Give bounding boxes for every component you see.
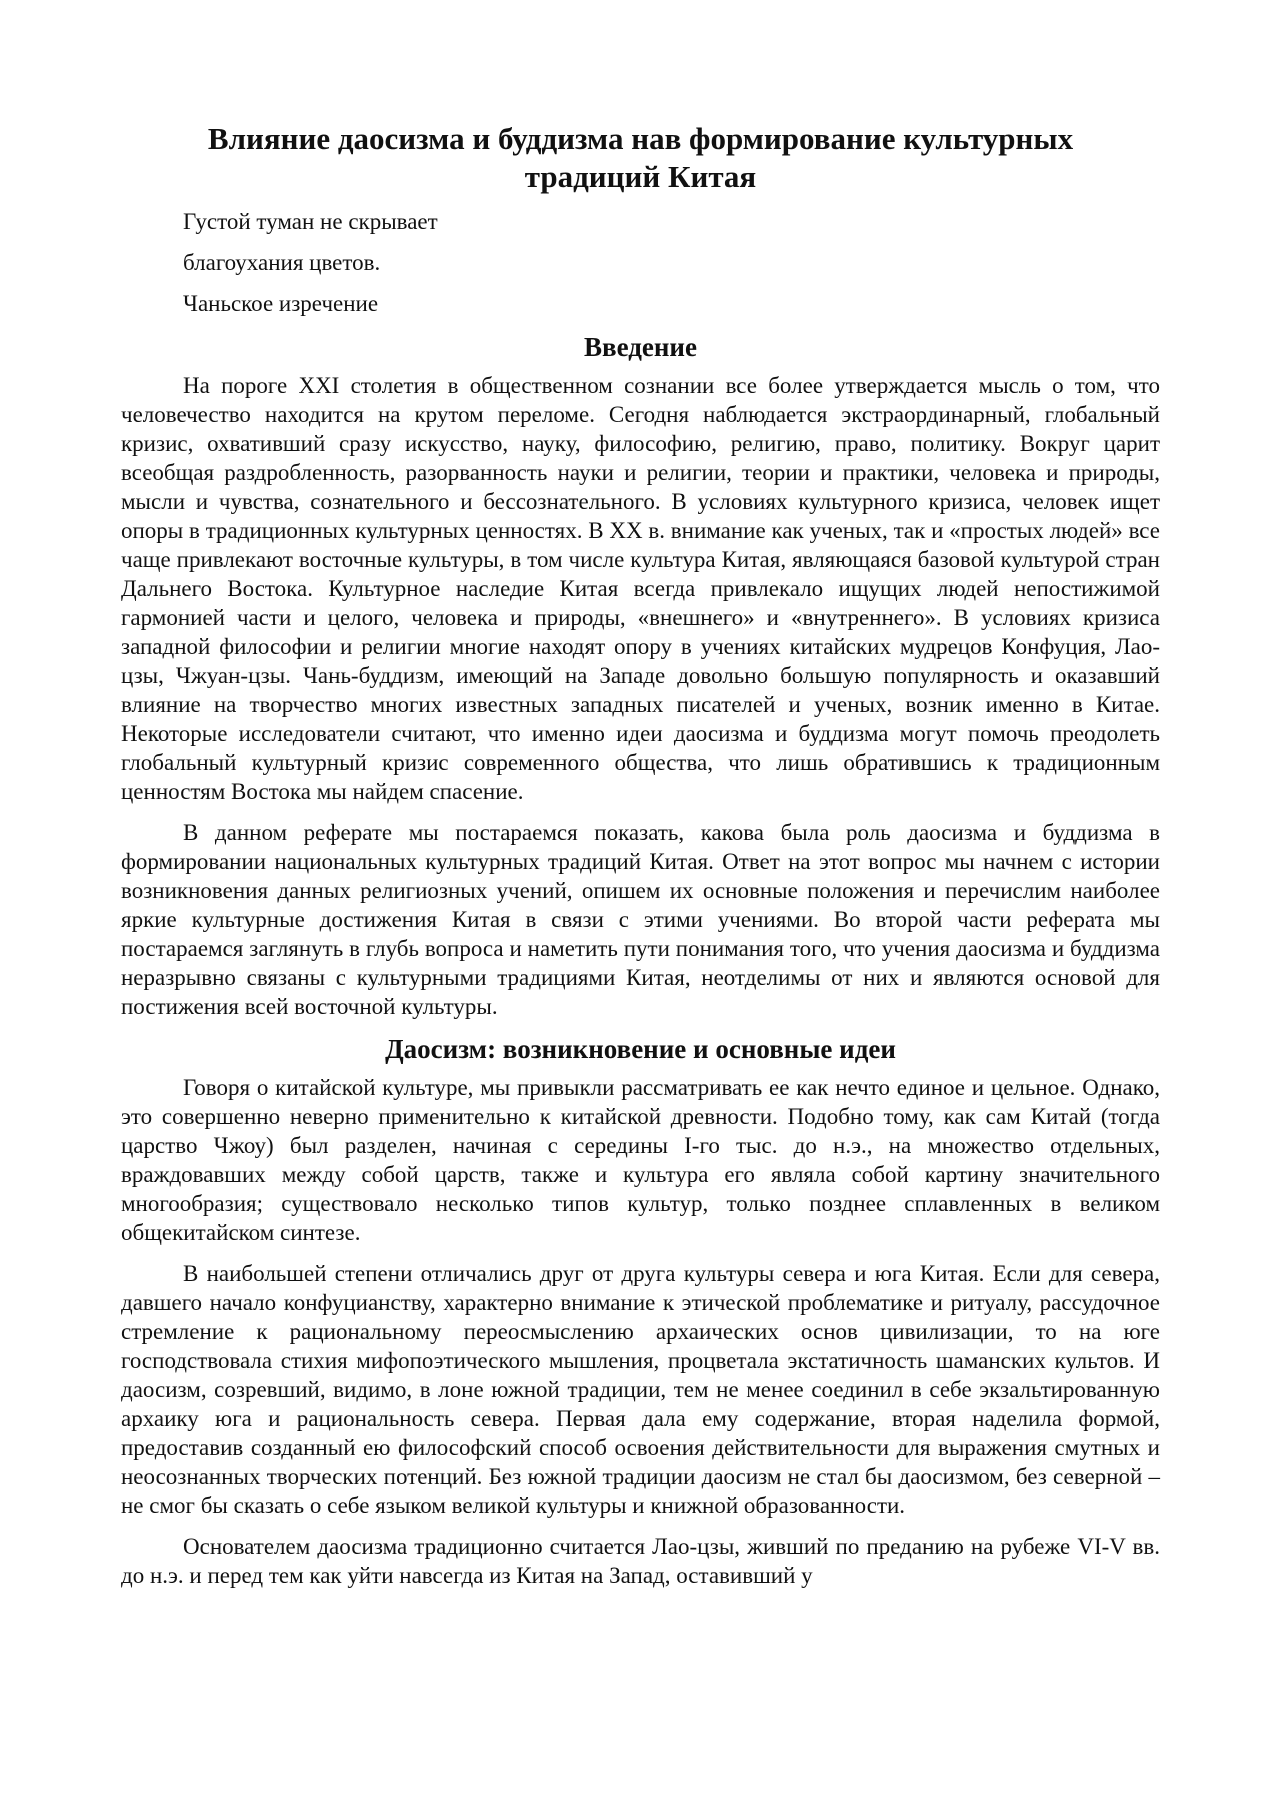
body-paragraph: Основателем даосизма традиционно считается Лао-цзы, живший по преданию на рубеже VI-V вв. до н.э. и перед тем как уйти навсегда из Китая на Запад, оставивший у	[121, 1534, 1160, 1588]
document-title: Влияние даосизма и буддизма нав формирование культурных традиций Китая	[207, 121, 1074, 194]
document-page	[121, 120, 1160, 1602]
epigraph	[121, 208, 1160, 318]
body-paragraph: На пороге XXI столетия в общественном сознании все более утверждается мысль о том, что человечество находится на крутом переломе. Сегодня наблюдается экстраординарный, глобальный кризис, охвативший сразу искусство, науку, философию, религию, право, политику. Вокруг царит всеобщая раздробленность, разорванность науки и религии, теории и практики, человека и природы, мысли и чувства, сознательного и бессознательного. В условиях культурного кризиса, человек ищет опоры в традиционных культурных ценностях. В XX в. внимание как ученых, так и «простых людей» все чаще привлекают восточные культуры, в том числе культура Китая, являющаяся базовой культурой стран Дальнего Востока. Культурное наследие Китая всегда привлекало ищущих людей непостижимой гармонией части и целого, человека и природы, «внешнего» и «внутреннего». В условиях кризиса западной философии и религии многие находят опору в учениях китайских мудрецов Конфуция, Лао-цзы, Чжуан-цзы. Чань-буддизм, имеющий на Западе довольно большую популярность и оказавший влияние на творчество многих известных западных писателей и ученых, возник именно в Китае. Некоторые исследователи считают, что именно идеи даосизма и буддизма могут помочь преодолеть глобальный культурный кризис современного общества, что лишь обратившись к традиционным ценностям Востока мы найдем спасение.	[121, 373, 1160, 804]
epigraph-source: Чаньское изречение	[183, 291, 379, 316]
body-paragraph: Говоря о китайской культуре, мы привыкли рассматривать ее как нечто единое и цельное. Однако, это совершенно неверно применительно к китайской древности. Подобно тому, как сам Китай (тогда царство Чжоу) был разделен, начиная с середины I-го тыс. до н.э., на множество отдельных, враждовавших между собой царств, также и культура его являла собой картину значительного многообразия; существовало несколько типов культур, только позднее сплавленных в великом общекитайском синтезе.	[121, 1075, 1160, 1245]
body-paragraph: В наибольшей степени отличались друг от друга культуры севера и юга Китая. Если для севера, давшего начало конфуцианству, характерно внимание к этической проблематике и ритуалу, рассудочное стремление к рациональному переосмыслению архаических основ цивилизации, то на юге господствовала стихия мифопоэтического мышления, процветала экстатичность шаманских культов. И даосизм, созревший, видимо, в лоне южной традиции, тем не менее соединил в себе экзальтированную архаику юга и рациональность севера. Первая дала ему содержание, вторая наделила формой, предоставив созданный ею философский способ освоения действительности для выражения смутных и неосознанных творческих потенций. Без южной традиции даосизм не стал бы даосизмом, без северной – не смог бы сказать о себе языком великой культуры и книжной образованности.	[121, 1261, 1160, 1518]
section-heading: Введение	[584, 332, 697, 362]
section-heading: Даосизм: возникновение и основные идеи	[385, 1034, 896, 1064]
section-introduction	[121, 331, 1160, 1021]
section-taoism-origins	[121, 1033, 1160, 1590]
epigraph-line: Густой туман не скрывает	[183, 209, 438, 234]
epigraph-line: благоухания цветов.	[183, 250, 381, 275]
body-paragraph: В данном реферате мы постараемся показать, какова была роль даосизма и буддизма в формировании национальных культурных традиций Китая. Ответ на этот вопрос мы начнем с истории возникновения данных религиозных учений, опишем их основные положения и перечислим наиболее яркие культурные достижения Китая в связи с этими учениями. Во второй части реферата мы постараемся заглянуть в глубь вопроса и наметить пути понимания того, что учения даосизма и буддизма неразрывно связаны с культурными традициями Китая, неотделимы от них и являются основой для постижения всей восточной культуры.	[121, 820, 1160, 1019]
